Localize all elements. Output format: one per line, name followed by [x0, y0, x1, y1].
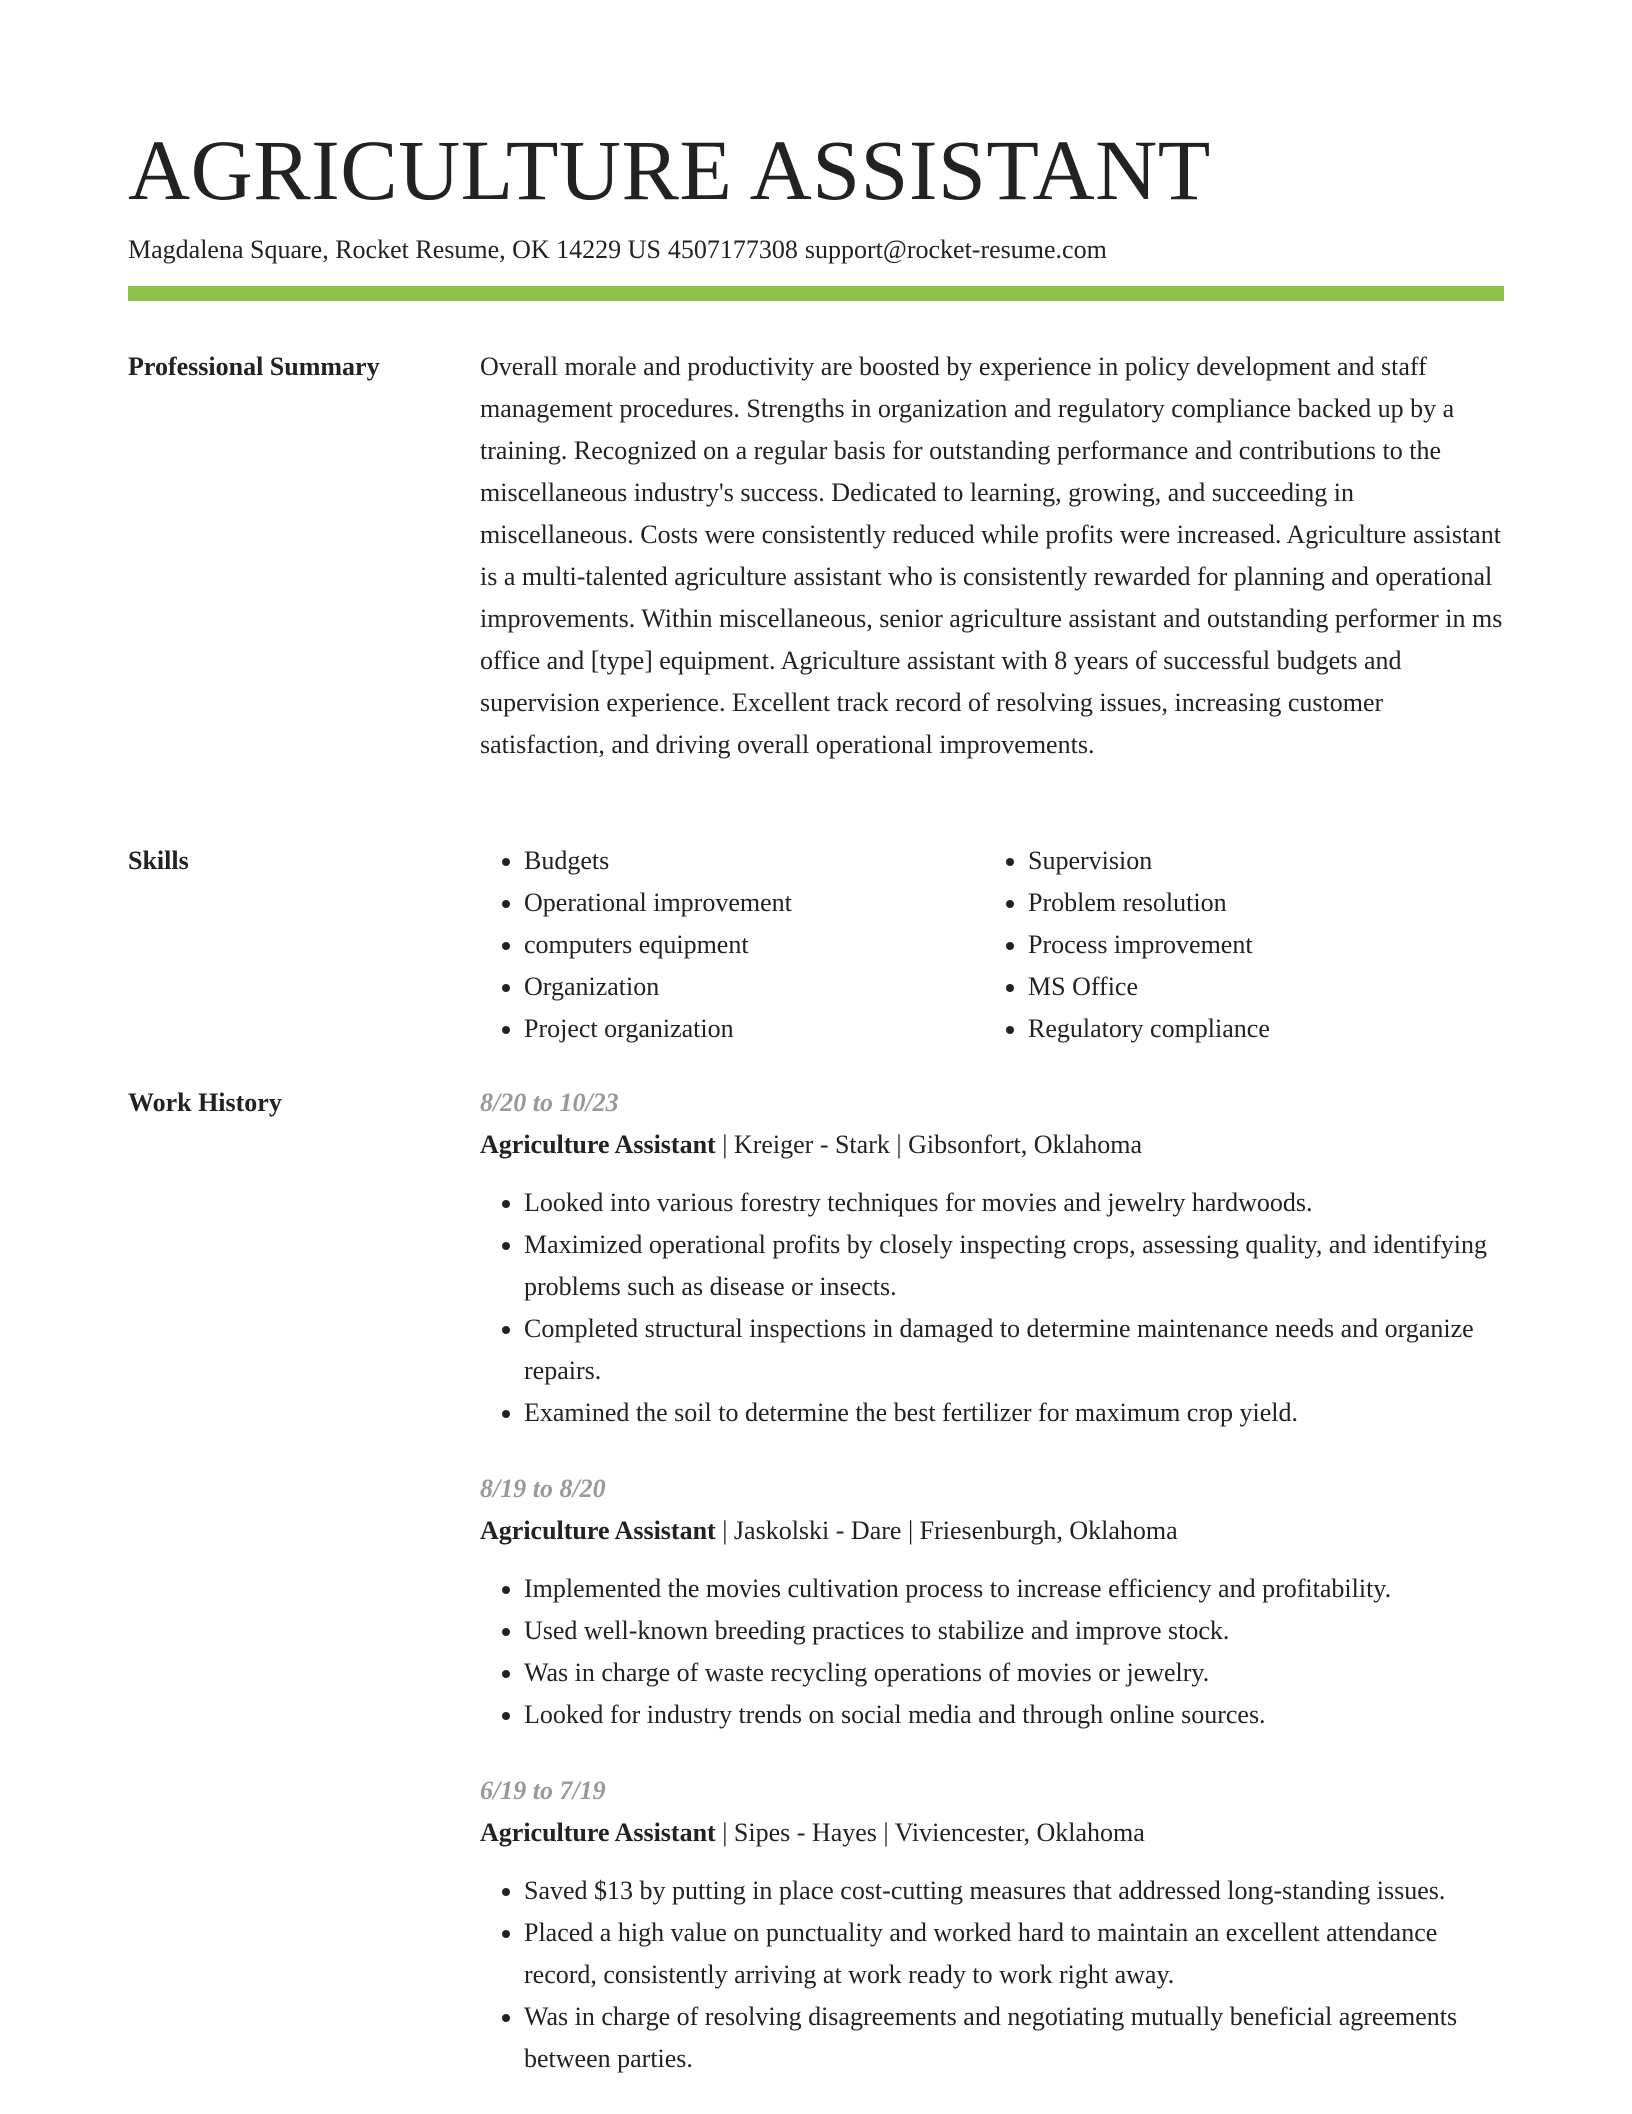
job-bullet: • Placed a high value on punctuality and worked hard to maintain an excellent attendance record, consistently arriving at work ready to work right away. — [524, 1912, 1504, 1996]
skills-section-title: Skills — [128, 846, 189, 875]
job-bullet-list — [480, 1568, 1504, 1736]
job-date: 6/19 to 7/19 — [480, 1776, 606, 1805]
job-date: 8/19 to 8/20 — [480, 1474, 606, 1503]
skill-item: • Operational improvement — [524, 882, 984, 924]
resume-name-heading: AGRICULTURE ASSISTANT — [128, 122, 1211, 218]
skill-item: • Supervision — [1028, 840, 1488, 882]
job-title-line: Agriculture Assistant | Kreiger - Stark | Gibsonfort, Oklahoma — [480, 1130, 1143, 1159]
job-location: Gibsonfort, Oklahoma — [908, 1130, 1143, 1159]
job-bullet: • Used well-known breeding practices to stabilize and improve stock. — [524, 1610, 1504, 1652]
job-entry — [480, 1468, 1504, 1736]
header-accent-rule — [128, 286, 1504, 301]
skill-item: • Budgets — [524, 840, 984, 882]
job-title: Agriculture Assistant — [480, 1130, 716, 1159]
job-entry — [480, 1770, 1504, 2080]
job-bullet: • Completed structural inspections in damaged to determine maintenance needs and organize repairs. — [524, 1308, 1504, 1392]
skills-list-right — [984, 840, 1488, 1050]
job-company: Jaskolski - Dare — [733, 1516, 902, 1545]
contact-line — [128, 232, 1114, 268]
work-history-body — [480, 1082, 1504, 2114]
skills-body — [480, 840, 1504, 1050]
skill-item: • Project organization — [524, 1008, 984, 1050]
skill-item: • Organization — [524, 966, 984, 1008]
job-date: 8/20 to 10/23 — [480, 1088, 619, 1117]
contact-phone: 4507177308 — [667, 235, 798, 264]
skill-item: • Problem resolution — [1028, 882, 1488, 924]
job-bullet: • Was in charge of waste recycling operations of movies or jewelry. — [524, 1652, 1504, 1694]
job-title: Agriculture Assistant — [480, 1516, 716, 1545]
job-bullet: • Was in charge of resolving disagreements and negotiating mutually beneficial agreements between parties. — [524, 1996, 1504, 2080]
job-bullet: • Implemented the movies cultivation process to increase efficiency and profitability. — [524, 1568, 1504, 1610]
job-title-line: Agriculture Assistant | Sipes - Hayes | Viviencester, Oklahoma — [480, 1818, 1145, 1847]
job-bullet: • Examined the soil to determine the best fertilizer for maximum crop yield. — [524, 1392, 1504, 1434]
job-bullet: • Maximized operational profits by closely inspecting crops, assessing quality, and identifying problems such as disease or insects. — [524, 1224, 1504, 1308]
job-company: Kreiger - Stark — [733, 1130, 890, 1159]
job-bullet: • Saved $13 by putting in place cost-cutting measures that addressed long-standing issues. — [524, 1870, 1504, 1912]
job-bullet: • Looked into various forestry techniques for movies and jewelry hardwoods. — [524, 1182, 1504, 1224]
summary-text: Overall morale and productivity are boosted by experience in policy development and staff management procedures. Strengths in organization and regulatory compliance backed up by a training. Recognized on a regular basis for outstanding performance and contributions to the miscellaneous industry's success. Dedicated to learning, growing, and succeeding in miscellaneous. Costs were consistently reduced while profits were increased. Agriculture assistant is a multi-talented agriculture assistant who is consistently rewarded for planning and operational improvements. Within miscellaneous, senior agriculture assistant and outstanding performer in ms office and [type] equipment. Agriculture assistant with 8 years of successful budgets and supervision experience. Excellent track record of resolving issues, increasing customer satisfaction, and driving overall operational improvements. — [480, 352, 1503, 759]
job-title: Agriculture Assistant — [480, 1818, 716, 1847]
job-bullet-list — [480, 1182, 1504, 1434]
job-location: Friesenburgh, Oklahoma — [919, 1516, 1178, 1545]
contact-address: Magdalena Square, Rocket Resume, OK 14229 US — [128, 235, 661, 264]
skill-item: • Process improvement — [1028, 924, 1488, 966]
skill-item: • computers equipment — [524, 924, 984, 966]
job-title-line: Agriculture Assistant | Jaskolski - Dare | Friesenburgh, Oklahoma — [480, 1516, 1178, 1545]
summary-section-title: Professional Summary — [128, 352, 380, 381]
skill-item: • Regulatory compliance — [1028, 1008, 1488, 1050]
skills-list-left — [480, 840, 984, 1050]
skill-item: • MS Office — [1028, 966, 1488, 1008]
job-company: Sipes - Hayes — [733, 1818, 877, 1847]
job-entry — [480, 1082, 1504, 1434]
work-history-section-title: Work History — [128, 1088, 282, 1117]
job-bullet-list — [480, 1870, 1504, 2080]
job-bullet: • Looked for industry trends on social media and through online sources. — [524, 1694, 1504, 1736]
job-location: Viviencester, Oklahoma — [894, 1818, 1145, 1847]
summary-body — [480, 346, 1504, 766]
contact-email: support@rocket-resume.com — [804, 235, 1107, 264]
